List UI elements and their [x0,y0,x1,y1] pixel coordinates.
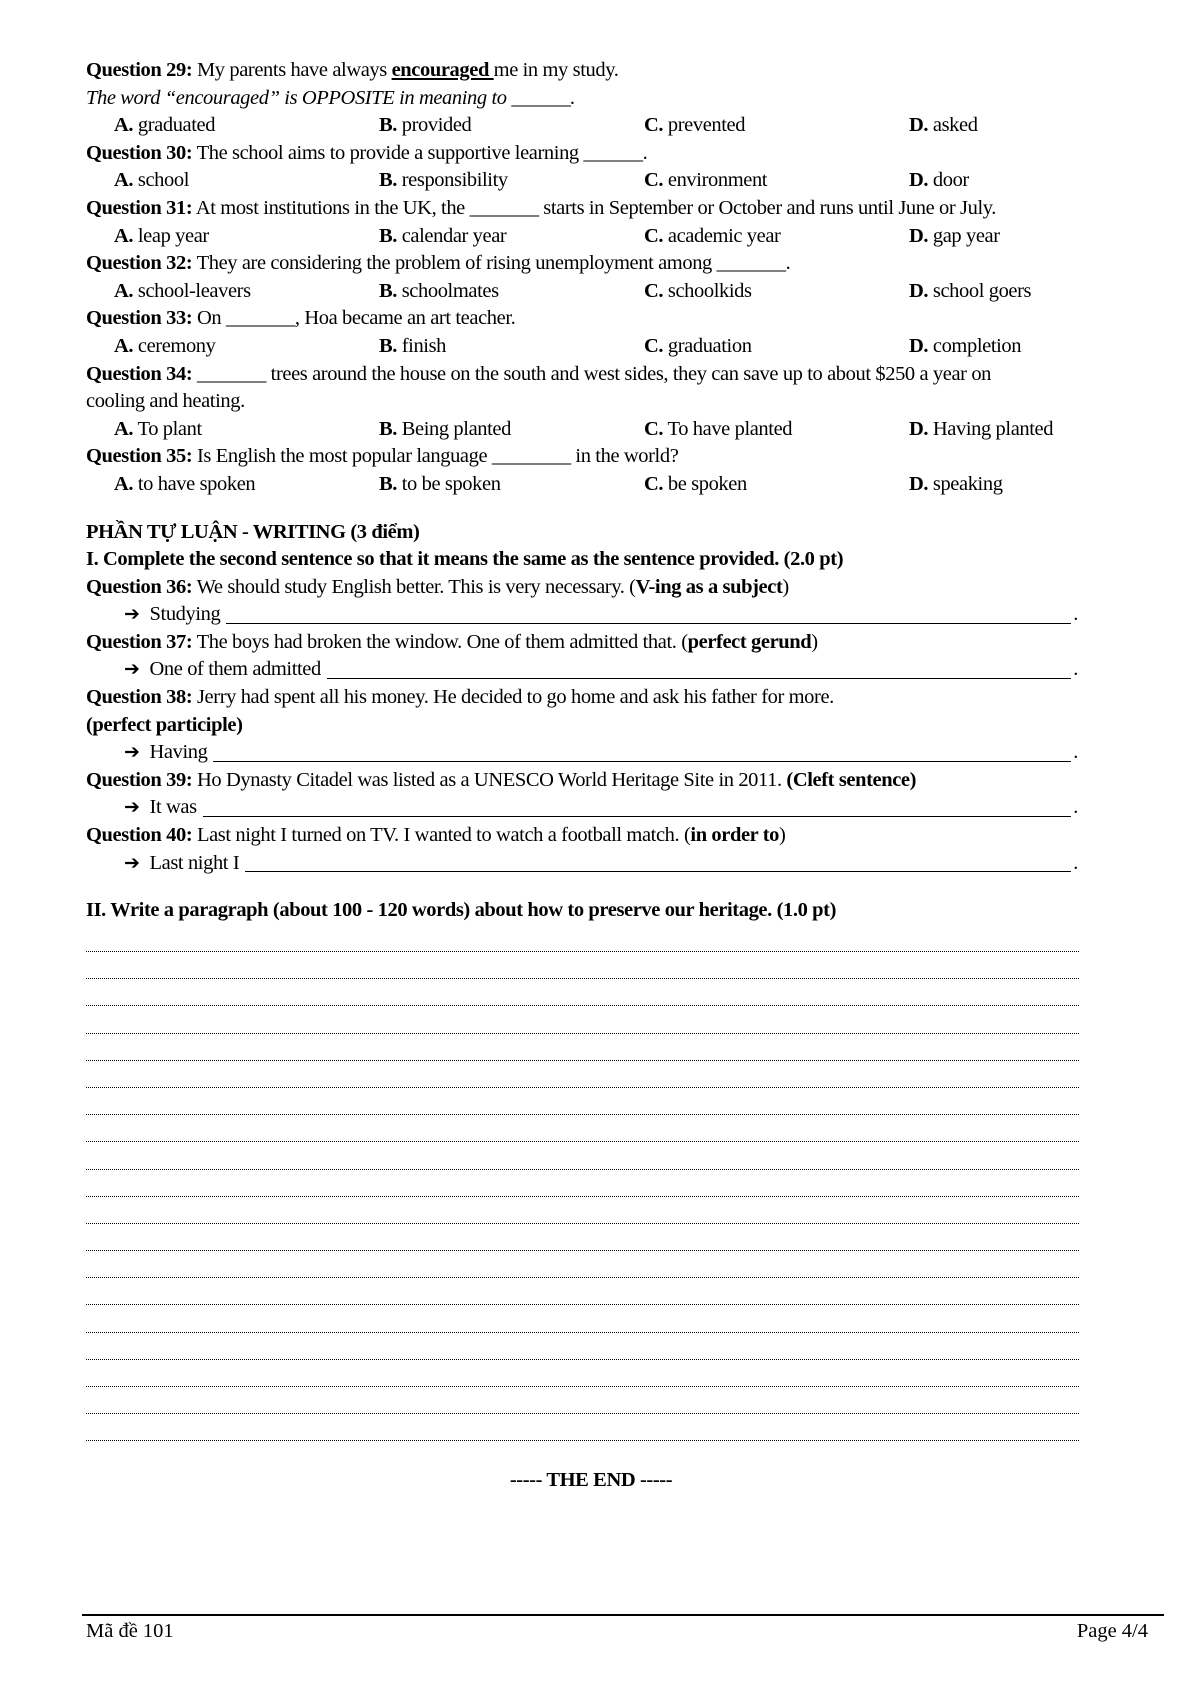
dotted-writing-line[interactable] [86,1170,1079,1197]
arrow-right-icon: ➔ [124,658,140,681]
exam-page [86,57,1096,1492]
dotted-writing-line[interactable] [86,1251,1079,1278]
option-a: A. school-leavers [114,279,251,302]
dotted-writing-line[interactable] [86,1305,1079,1332]
options-row [86,416,1096,444]
dotted-writing-line[interactable] [86,1142,1079,1169]
option-b: B. finish [379,334,447,357]
option-d: D. speaking [909,472,1003,495]
option-c: C. prevented [644,114,746,137]
option-b: B. Being planted [379,417,511,440]
option-a: A. ceremony [114,334,216,357]
option-d: D. school goers [909,279,1032,302]
arrow-right-icon: ➔ [124,741,140,764]
answer-line-40[interactable]: ➔ Last night I . [86,850,1096,878]
option-b: B. schoolmates [379,279,499,302]
answer-blank[interactable] [203,796,1072,817]
question-36: Question 36: We should study English better. This is very necessary. (V-ing as a subject) [86,575,789,598]
question-29-instruction: The word “encouraged” is OPPOSITE in meaning to ______. [86,86,576,109]
option-d: D. completion [909,334,1022,357]
dotted-writing-line[interactable] [86,1115,1079,1142]
options-row [86,278,1096,306]
dotted-writing-line[interactable] [86,952,1079,979]
question-34-continued: cooling and heating. [86,390,245,413]
answer-blank[interactable] [327,658,1071,679]
question-33: Question 33: On _______, Hoa became an art teacher. [86,307,516,330]
option-c: C. environment [644,169,768,192]
option-d: D. gap year [909,224,1000,247]
option-d: D. Having planted [909,417,1054,440]
option-c: C. graduation [644,334,752,357]
dotted-writing-line[interactable] [86,1061,1079,1088]
answer-blank[interactable] [245,851,1071,872]
options-row [86,167,1096,195]
options-row [86,471,1096,499]
dotted-writing-line[interactable] [86,1088,1079,1115]
option-a: A. To plant [114,417,202,440]
options-row [86,112,1096,140]
option-b: B. calendar year [379,224,507,247]
question-37: Question 37: The boys had broken the window. One of them admitted that. (perfect gerund) [86,630,818,653]
option-b: B. to be spoken [379,472,501,495]
question-text-post: me in my study. [493,59,619,81]
dotted-writing-line[interactable] [86,1387,1079,1414]
question-35: Question 35: Is English the most popular language ________ in the world? [86,445,679,468]
option-c: C. academic year [644,224,781,247]
option-d: D. door [909,169,969,192]
footer-divider [82,1614,1164,1616]
dotted-writing-line[interactable] [86,1414,1079,1441]
option-a: A. leap year [114,224,209,247]
question-32: Question 32: They are considering the problem of rising unemployment among _______. [86,252,791,275]
dotted-writing-line[interactable] [86,1360,1079,1387]
question-39: Question 39: Ho Dynasty Citadel was listed as a UNESCO World Heritage Site in 2011. (Cleft sentence) [86,768,917,791]
dotted-writing-line[interactable] [86,1197,1079,1224]
dotted-writing-line[interactable] [86,1224,1079,1251]
answer-line-37[interactable]: ➔ One of them admitted . [86,656,1096,684]
question-29 [86,57,1096,85]
dotted-writing-line[interactable] [86,1333,1079,1360]
option-a: A. graduated [114,114,216,137]
part2-heading: II. Write a paragraph (about 100 - 120 words) about how to preserve our heritage. (1.0 pt) [86,899,836,922]
question-label: Question 29: [86,59,193,81]
page-number: Page 4/4 [1076,1620,1148,1642]
option-d: D. asked [909,114,978,137]
option-c: C. To have planted [644,417,793,440]
options-row [86,223,1096,251]
arrow-right-icon: ➔ [124,603,140,626]
option-c: C. schoolkids [644,279,752,302]
option-a: A. to have spoken [114,472,256,495]
dotted-writing-line[interactable] [86,925,1079,952]
question-38: Question 38: Jerry had spent all his money. He decided to go home and ask his father for more. [86,686,834,709]
paragraph-writing-area[interactable] [86,925,1096,1442]
arrow-right-icon: ➔ [124,851,140,874]
exam-code: Mã đề 101 [86,1620,174,1642]
option-c: C. be spoken [644,472,747,495]
question-text-pre: My parents have always [196,59,392,81]
answer-blank[interactable] [226,603,1071,624]
option-a: A. school [114,169,189,192]
question-38-hint: (perfect participle) [86,713,243,736]
part1-heading: I. Complete the second sentence so that it means the same as the sentence provided. (2.0 pt) [86,548,844,571]
options-row [86,333,1096,361]
answer-line-38[interactable]: ➔ Having . [86,739,1096,767]
question-30: Question 30: The school aims to provide a supportive learning ______. [86,141,648,164]
arrow-right-icon: ➔ [124,796,140,819]
option-b: B. provided [379,114,472,137]
dotted-writing-line[interactable] [86,1006,1079,1033]
option-b: B. responsibility [379,169,508,192]
question-31: Question 31: At most institutions in the UK, the _______ starts in September or October and runs until June or July. [86,196,997,219]
question-40: Question 40: Last night I turned on TV. I wanted to watch a football match. (in order to) [86,824,786,847]
dotted-writing-line[interactable] [86,979,1079,1006]
dotted-writing-line[interactable] [86,1278,1079,1305]
question-34: Question 34: _______ trees around the house on the south and west sides, they can save up to about $250 a year on [86,362,992,385]
the-end-marker: ----- THE END ----- [509,1469,673,1492]
answer-line-39[interactable]: ➔ It was . [86,794,1096,822]
writing-heading: PHẦN TỰ LUẬN - WRITING (3 điểm) [86,520,420,543]
answer-line-36[interactable]: ➔ Studying . [86,601,1096,629]
dotted-writing-line[interactable] [86,1034,1079,1061]
answer-blank[interactable] [213,741,1071,762]
underlined-word: encouraged [391,59,494,81]
